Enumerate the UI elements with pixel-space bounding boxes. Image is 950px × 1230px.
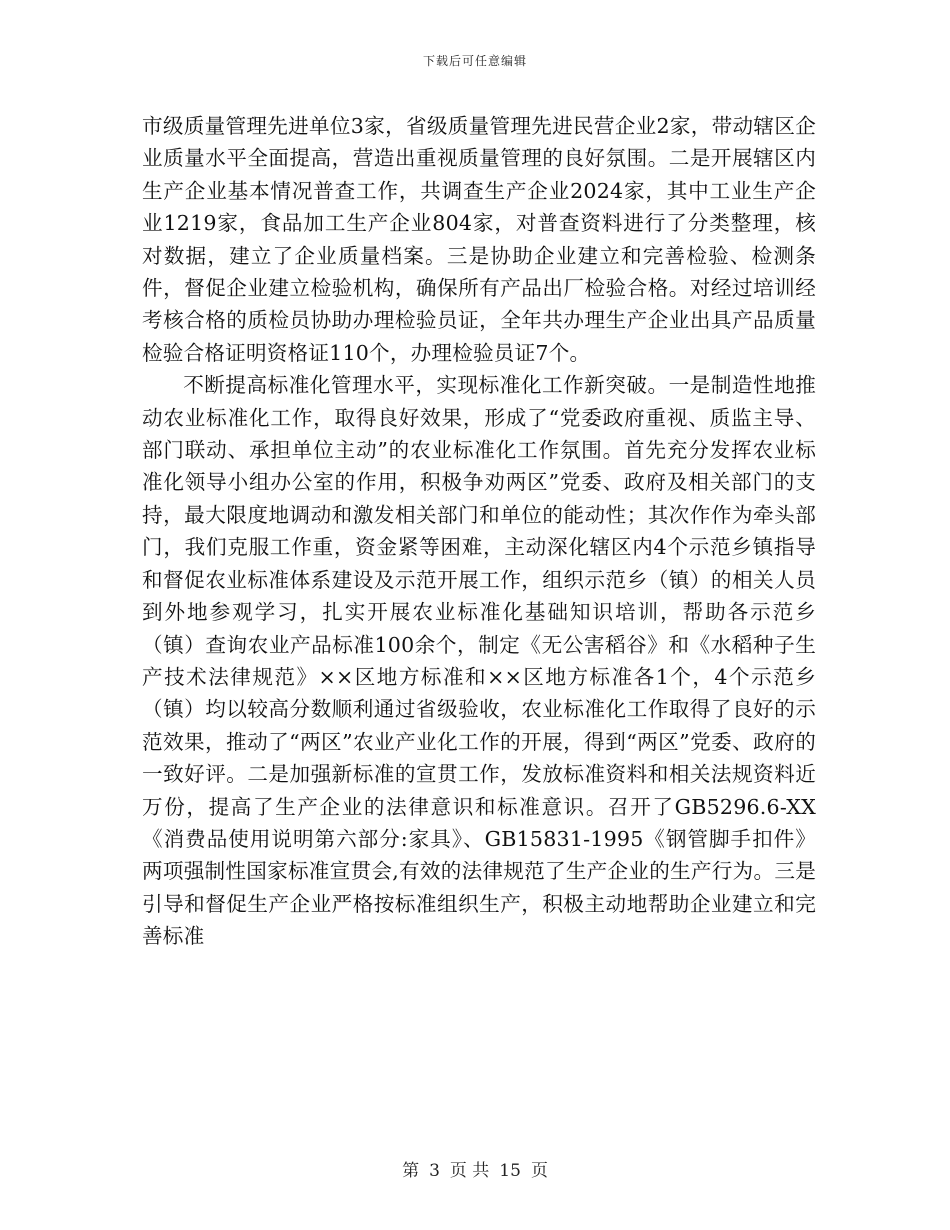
paragraph-continued: 市级质量管理先进单位3家，省级质量管理先进民营企业2家，带动辖区企业质量水平全面提高，营造出重视质量管理的良好氛围。二是开展辖区内生产企业基本情况普查工作，共调查生产企业2024家，其中工业生产企业1219家，食品加工生产企业804家，对普查资料进行了分类整理，核对数据，建立了企业质量档案。三是协助企业建立和完善检验、检测条件，督促企业建立检验机构，确保所有产品出厂检验合格。对经过培训经考核合格的质检员协助办理检验员证，全年共办理生产企业出具产品质量检验合格证明资格证110个，办理检验员证7个。 — [142, 114, 816, 365]
paragraph-standardization: 不断提高标准化管理水平，实现标准化工作新突破。一是制造性地推动农业标准化工作，取得良好效果，形成了“党委政府重视、质监主导、部门联动、承担单位主动”的农业标准化工作氛围。首先充分发挥农业标准化领导小组办公室的作用，积极争劝两区”党委、政府及相关部门的支持，最大限度地调动和激发相关部门和单位的能动性；其次作作为牵头部门，我们克服工作重，资金紧等困难，主动深化辖区内4个示范乡镇指导和督促农业标准体系建设及示范开展工作，组织示范乡（镇）的相关人员到外地参观学习，扎实开展农业标准化基础知识培训，帮助各示范乡（镇）查询农业产品标准100余个，制定《无公害稻谷》和《水稻种子生产技术法律规范》××区地方标准和××区地方标准各1个，4个示范乡（镇）均以较高分数顺利通过省级验收，农业标准化工作取得了良好的示范效果，推动了“两区”农业产业化工作的开展，得到“两区”党委、政府的一致好评。二是加强新标准的宣贯工作，发放标准资料和相关法规资料近万份，提高了生产企业的法律意识和标准意识。召开了GB5296.6-XX《消费品使用说明第六部分:家具》、GB15831-1995《钢管脚手扣件》两项强制性国家标准宣贯会,有效的法律规范了生产企业的生产行为。三是引导和督促生产企业严格按标准组织生产，积极主动地帮助企业建立和完善标准 — [142, 373, 816, 949]
footer-middle: 页 共 — [449, 1161, 490, 1181]
footer-prefix: 第 — [402, 1161, 420, 1181]
document-body — [142, 110, 816, 953]
footer-total-pages: 15 — [499, 1161, 521, 1181]
footer-current-page: 3 — [429, 1161, 440, 1181]
footer-suffix: 页 — [530, 1161, 548, 1181]
page-footer — [0, 1156, 950, 1181]
page-header: 下载后可任意编辑 — [422, 54, 527, 68]
